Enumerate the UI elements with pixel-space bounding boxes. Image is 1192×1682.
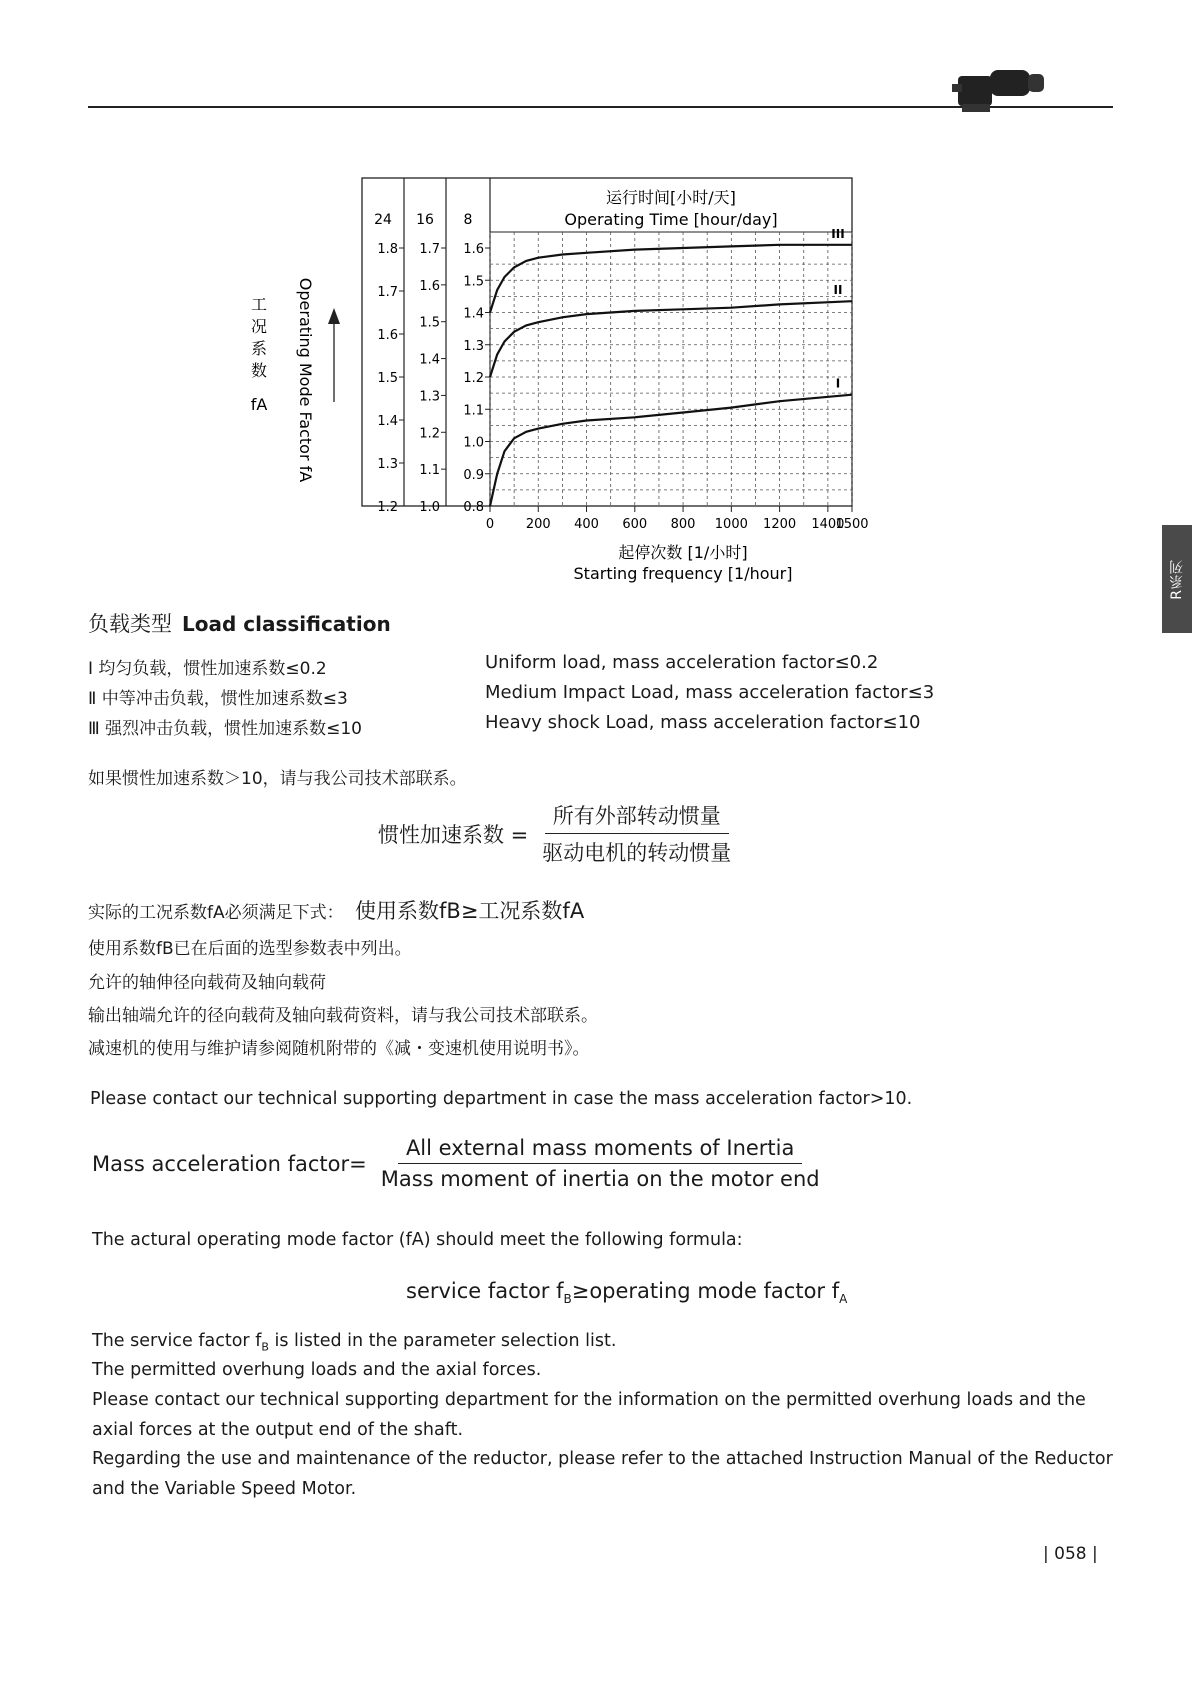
y-tick-label: 0.8 — [463, 500, 484, 515]
x-tick-label: 200 — [525, 517, 551, 532]
load-row-en-3: Heavy shock Load, mass acceleration factor≤10 — [485, 712, 921, 733]
y-tick-label: 1.4 — [419, 352, 440, 368]
y-tick-label: 1.2 — [463, 371, 484, 386]
y-tick-label: 1.5 — [419, 315, 440, 331]
y-axis-label-cn-char: 数 — [250, 361, 268, 380]
en-actual-factor: The actural operating mode factor (fA) should meet the following formula: — [92, 1230, 743, 1250]
y-tick-label: 1.2 — [377, 500, 398, 515]
en-regarding-line-2: and the Variable Speed Motor. — [92, 1479, 357, 1499]
cn-service-listed: 使用系数fB已在后面的选型参数表中列出。 — [88, 939, 412, 959]
y-axis-symbol: fA — [250, 395, 268, 414]
y-tick-label: 1.1 — [419, 463, 440, 479]
x-tick-label: 1000 — [714, 517, 748, 532]
chart-title-cn: 运行时间[小时/天] — [606, 188, 736, 207]
cn-formula-denominator: 驱动电机的转动惯量 — [542, 841, 732, 865]
hours-column-header: 16 — [416, 212, 434, 228]
y-axis-label-en: Operating Mode Factor fA — [296, 277, 315, 483]
cn-actual-factor-line — [88, 895, 584, 925]
y-tick-label: 1.5 — [377, 371, 398, 386]
en-service-listed: The service factor $f_B$ is listed in the parameter selection list. — [92, 1331, 617, 1354]
y-axis-arrow-icon — [328, 308, 340, 324]
cn-mass-acceleration-formula — [378, 800, 739, 867]
series-label-I: I — [835, 376, 841, 391]
load-row-cn-1: Ⅰ 均匀负载，惯性加速系数≤0.2 — [88, 659, 327, 679]
hours-column-header: 8 — [463, 212, 473, 228]
en-formula-denominator: Mass moment of inertia on the motor end — [380, 1167, 820, 1191]
en-overhung-line-2: axial forces at the output end of the shaft. — [92, 1420, 464, 1440]
series-label-III: III — [831, 226, 845, 241]
cn-contact-text: 如果惯性加速系数＞10，请与我公司技术部联系。 — [88, 769, 467, 789]
cn-formula-numerator: 所有外部转动惯量 — [545, 800, 729, 834]
y-axis-label-cn-char: 系 — [250, 339, 268, 358]
y-tick-label: 1.5 — [463, 274, 484, 290]
en-permitted-loads: The permitted overhung loads and the axial forces. — [92, 1360, 542, 1380]
cn-output-contact: 输出轴端允许的径向载荷及轴向载荷资料，请与我公司技术部联系。 — [88, 1006, 598, 1026]
y-tick-label: 1.4 — [377, 414, 398, 429]
y-tick-label: 1.3 — [377, 457, 398, 472]
load-row-en-1: Uniform load, mass acceleration factor≤0.2 — [485, 652, 879, 673]
y-tick-label: 1.6 — [463, 242, 484, 257]
cn-permitted-loads: 允许的轴伸径向载荷及轴向载荷 — [88, 973, 326, 993]
cn-manual-reference: 减速机的使用与维护请参阅随机附带的《减・变速机使用说明书》。 — [88, 1039, 590, 1059]
load-row-en-2: Medium Impact Load, mass acceleration factor≤3 — [485, 682, 935, 703]
series-label-II: II — [833, 283, 843, 298]
x-tick-label: 1500 — [835, 517, 869, 532]
x-axis-label-cn: 起停次数 [1/小时] — [618, 543, 748, 562]
x-tick-label: 0 — [485, 517, 495, 532]
x-tick-label: 600 — [622, 517, 648, 532]
x-tick-label: 400 — [574, 517, 599, 532]
y-tick-label: 0.9 — [463, 467, 484, 483]
x-tick-label: 1400 — [811, 517, 845, 532]
y-tick-label: 1.0 — [463, 435, 484, 451]
y-tick-label: 1.0 — [419, 500, 440, 515]
cn-actual-prefix: 实际的工况系数fA必须满足下式： — [88, 903, 344, 923]
en-formula-numerator: All external mass moments of Inertia — [398, 1136, 802, 1164]
y-axis-label-cn-char: 况 — [250, 317, 268, 336]
en-contact-text: Please contact our technical supporting department in case the mass acceleration factor>10. — [90, 1089, 913, 1109]
en-overhung-line-1: Please contact our technical supporting department for the information on the permitted overhung loads and the — [92, 1390, 1086, 1410]
x-tick-label: 800 — [670, 517, 696, 532]
en-formula-label: Mass acceleration factor= — [92, 1151, 367, 1176]
load-row-cn-3: Ⅲ 强烈冲击负载，惯性加速系数≤10 — [88, 719, 362, 739]
series-curve-III — [490, 245, 852, 313]
page-number: | 058 | — [1043, 1544, 1098, 1564]
y-tick-label: 1.6 — [419, 278, 440, 294]
operating-mode-chart — [250, 170, 900, 590]
en-service-formula: service factor $f_B\ge operating$ mode factor $f_A$ — [406, 1279, 848, 1307]
load-heading: 负载类型 Load classification — [88, 612, 391, 636]
section-tab[interactable]: R系列 — [1162, 525, 1192, 633]
y-axis-label-cn-char: 工 — [250, 295, 268, 314]
y-tick-label: 1.4 — [463, 306, 484, 322]
series-curve-I — [490, 395, 852, 506]
y-tick-label: 1.8 — [377, 242, 398, 257]
y-tick-label: 1.6 — [377, 328, 398, 343]
y-tick-label: 1.1 — [463, 403, 484, 419]
y-tick-label: 1.3 — [419, 389, 440, 405]
load-row-cn-2: Ⅱ 中等冲击负载，惯性加速系数≤3 — [88, 689, 348, 709]
x-tick-label: 1200 — [763, 517, 797, 532]
hours-column-header: 24 — [374, 212, 392, 228]
x-axis-label-en: Starting frequency [1/hour] — [573, 564, 793, 583]
y-tick-label: 1.3 — [463, 338, 484, 354]
cn-formula-label: 惯性加速系数 = — [378, 822, 529, 847]
en-regarding-line-1: Regarding the use and maintenance of the reductor, please refer to the attached Instruction Manual of the Reductor — [92, 1449, 1113, 1469]
y-tick-label: 1.7 — [377, 285, 398, 300]
y-tick-label: 1.2 — [419, 426, 440, 442]
gear-motor-icon — [950, 58, 1050, 118]
chart-title-en: Operating Time [hour/day] — [564, 210, 778, 229]
cn-actual-formula: 使用系数fB≥工况系数fA — [355, 899, 585, 923]
y-tick-label: 1.7 — [419, 242, 440, 257]
en-mass-acceleration-formula — [92, 1136, 828, 1191]
